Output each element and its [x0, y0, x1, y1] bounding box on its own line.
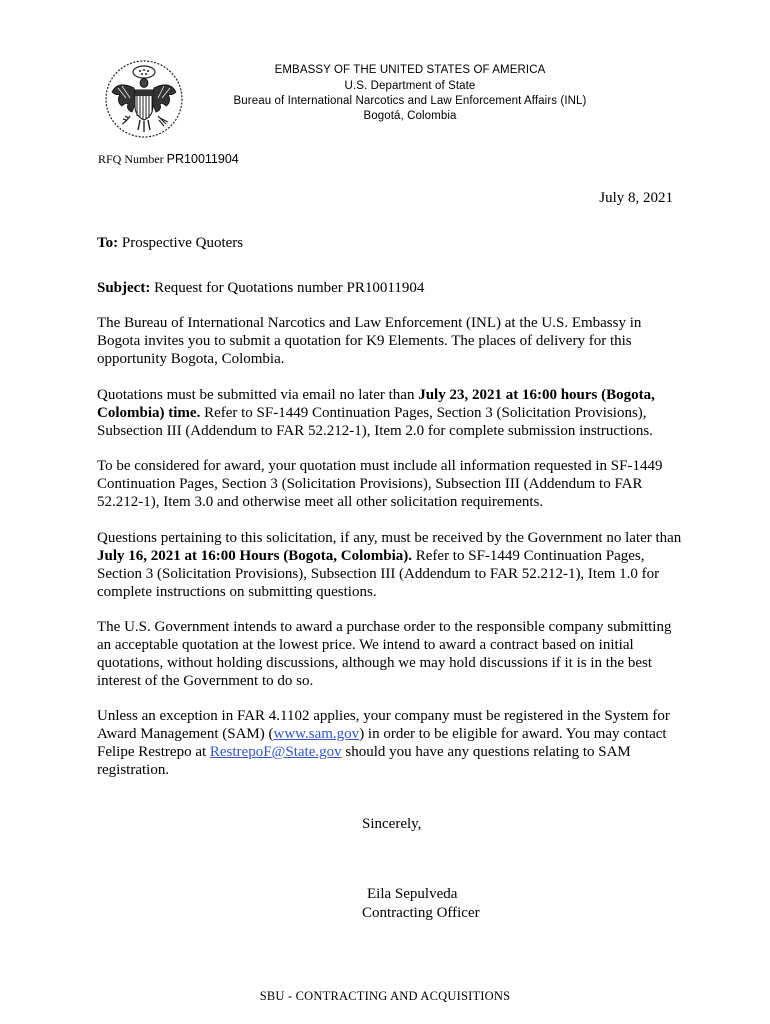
- letter-date: July 8, 2021: [599, 190, 673, 206]
- page-footer: SBU - CONTRACTING AND ACQUISITIONS: [259, 989, 511, 1003]
- embassy-name: EMBASSY OF THE UNITED STATES OF AMERICA: [274, 64, 546, 76]
- sam-registration-middle: ) in order to be eligible for award. You may contact Felipe Restrepo at: [97, 726, 667, 760]
- bureau-name: Bureau of International Narcotics and Law Enforcement Affairs (INL): [233, 95, 587, 107]
- embassy-location: Bogotá, Colombia: [363, 110, 457, 122]
- rfq-number: PR10011904: [166, 152, 239, 166]
- paragraph-invitation: [97, 314, 687, 368]
- paragraph-award-requirements: [97, 457, 687, 511]
- paragraph-sam-registration: [97, 707, 687, 779]
- subject-line: [97, 279, 424, 297]
- submission-deadline-intro: Quotations must be submitted via email no later than: [97, 387, 419, 403]
- great-seal-icon: [104, 58, 184, 140]
- submission-deadline-instructions: Refer to SF-1449 Continuation Pages, Section 3 (Solicitation Provisions), Subsection III (Addendum to FAR 52.212-1), Item 2.0 for complete submission instructions.: [97, 405, 653, 439]
- signer-name: Eila Sepulveda: [367, 886, 458, 902]
- sam-registration-intro: Unless an exception in FAR 4.1102 applies, your company must be registered in the System for Award Management (SAM) (: [97, 708, 670, 742]
- award-intent-text: The U.S. Government intends to award a purchase order to the responsible company submitting an acceptable quotation at the lowest price. We intend to award a contract based on initial quotations, without holding discussions, although we may hold discussions if it is in the best interest of the Government to do so.: [97, 619, 672, 689]
- paragraph-submission-deadline: [97, 386, 687, 440]
- questions-deadline-instructions: Refer to SF-1449 Continuation Pages, Section 3 (Solicitation Provisions), Subsection III (Addendum to FAR 52.212-1), Item 1.0 for complete instructions on submitting questions.: [97, 548, 660, 600]
- subject-value: Request for Quotations number PR10011904: [150, 280, 425, 296]
- sam-registration-outro: should you have any questions relating to SAM registration.: [97, 744, 631, 778]
- signer-title: Contracting Officer: [362, 905, 480, 921]
- to-line: [97, 234, 243, 252]
- department-name: U.S. Department of State: [344, 80, 476, 92]
- award-requirements-text: To be considered for award, your quotation must include all information requested in SF-1449 Continuation Pages, Section 3 (Solicitation Provisions), Subsection III (Addendum to FAR 52.212-1), Item 3.0 and otherwise meet all other solicitation requirements.: [97, 458, 663, 510]
- to-label: To:: [97, 235, 119, 251]
- subject-label: Subject:: [97, 280, 151, 296]
- contact-email-link[interactable]: RestrepoF@State.gov: [209, 744, 342, 760]
- paragraph-award-intent: [97, 618, 687, 690]
- submission-deadline-date: July 23, 2021 at 16:00 hours (Bogota, Colombia) time.: [97, 387, 655, 421]
- sam-website-link[interactable]: www.sam.gov: [273, 726, 360, 742]
- questions-deadline-intro: Questions pertaining to this solicitation, if any, must be received by the Government no later than: [97, 530, 682, 546]
- closing-salutation: Sincerely,: [362, 816, 422, 832]
- rfq-number-line: [98, 151, 239, 167]
- paragraph-questions-deadline: [97, 529, 687, 601]
- to-value: Prospective Quoters: [118, 235, 244, 251]
- paragraph-invitation-text: The Bureau of International Narcotics and Law Enforcement (INL) at the U.S. Embassy in Bogota invites you to submit a quotation for K9 Elements. The places of delivery for this opportunity Bogota, Colombia.: [97, 315, 642, 367]
- questions-deadline-date: July 16, 2021 at 16:00 Hours (Bogota, Colombia).: [97, 548, 412, 564]
- rfq-label: RFQ Number: [98, 152, 167, 166]
